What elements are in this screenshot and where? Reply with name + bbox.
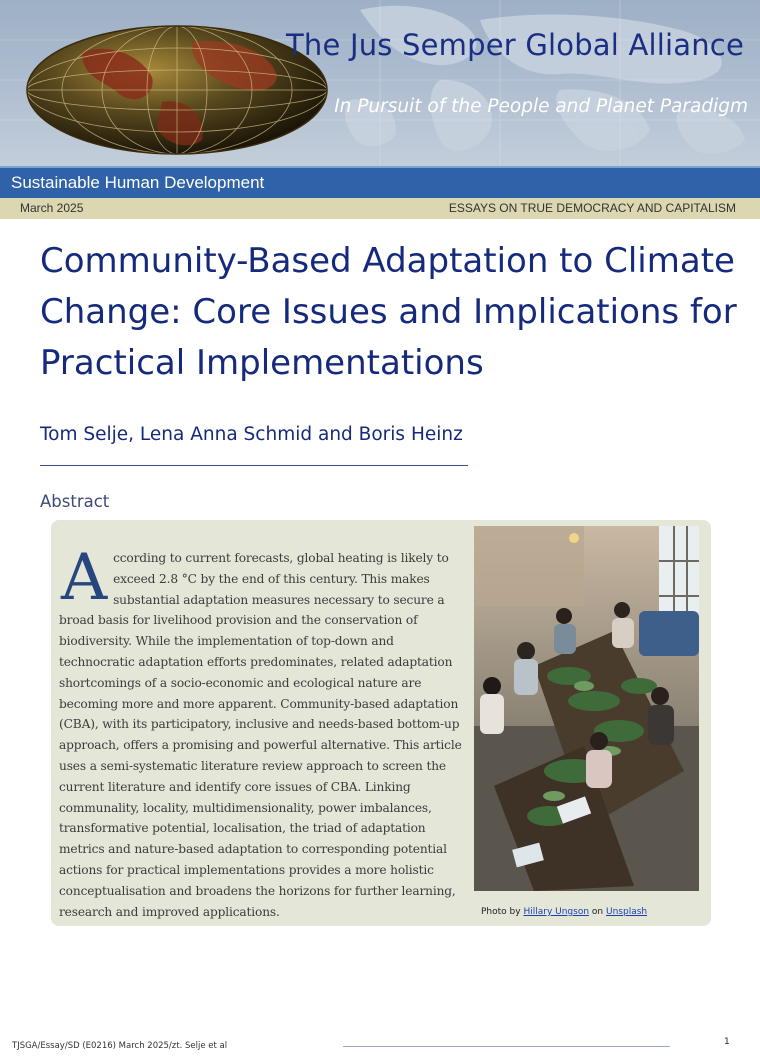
abstract-body: ccording to current forecasts, global heating is likely to exceed 2.8 °C by the end of this century. This makes substantial adaptation measures necessary to secure a broad basis for livelihood provision and the conservation of biodiversity. While the implementation of top-down and technocratic adaptation efforts predominates, related adaptation shortcomings of a socio-economic and ecological nature are becoming more and more apparent. Community-based adaptation (CBA), with its participatory, inclusive and needs-based bottom-up approach, offers a promising and powerful alternative. This article uses a semi-systematic literature review approach to screen the current literature and identify core issues of CBA. Linking communality, locality, multidimensionality, power imbalances, transformative potential, localisation, the triad of adaptation metrics and nature-based adaptation to corresponding potential actions for practical implementations provides a more holistic conceptualisation and broadens the horizons for further learning, research and improved applications. [59,551,462,919]
brand-title: The Jus Semper Global Alliance [286,28,744,62]
series-label: ESSAYS ON TRUE DEMOCRACY AND CAPITALISM [448,201,736,215]
article-authors: Tom Selje, Lena Anna Schmid and Boris Heinz [40,424,463,445]
community-workshop-photo [474,526,699,891]
abstract-box [51,520,711,926]
photographer-link[interactable]: Hillary Ungson [523,907,590,917]
footer-divider [343,1046,670,1047]
abstract-heading: Abstract [40,492,110,511]
page-number: 1 [724,1037,730,1047]
footer-reference: TJSGA/Essay/SD (E0216) March 2025/zt. Selje et al [12,1041,228,1051]
date-bar [0,198,760,219]
section-bar [0,166,760,198]
abstract-dropcap: A [61,541,108,615]
unsplash-link[interactable]: Unsplash [606,907,648,917]
section-label: Sustainable Human Development [11,173,265,192]
article-title: Community-Based Adaptation to Climate Change: Core Issues and Implications for Practical Implementations [40,241,737,383]
brand-subtitle: In Pursuit of the People and Planet Paradigm [334,96,748,117]
photo-credit [481,907,647,917]
photo-credit-prefix: Photo by [481,907,521,917]
header-banner [0,0,760,166]
abstract-text [59,541,463,922]
author-divider [40,465,468,466]
issue-date: March 2025 [20,201,84,215]
photo-credit-middle: on [591,907,604,917]
